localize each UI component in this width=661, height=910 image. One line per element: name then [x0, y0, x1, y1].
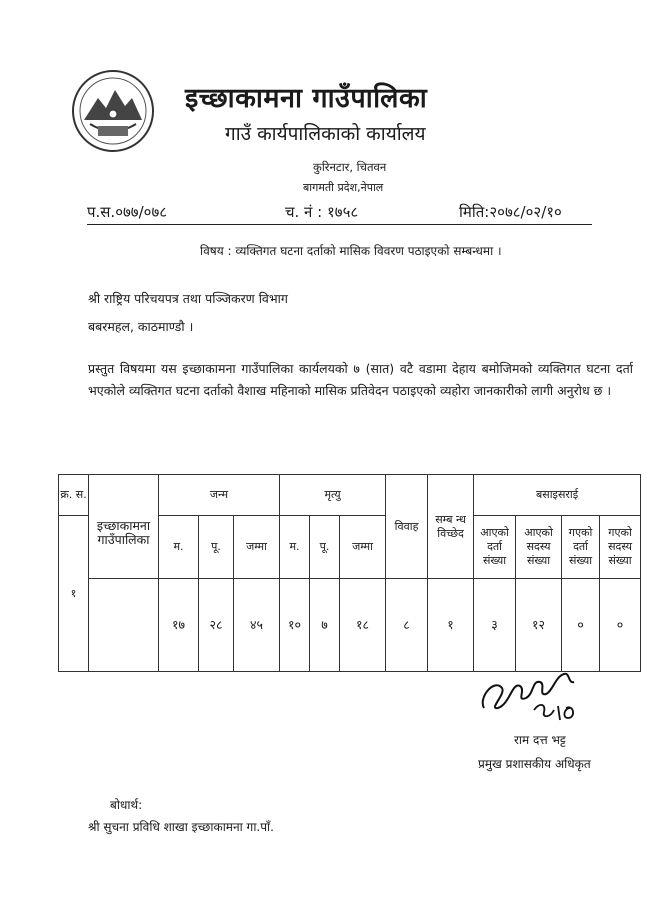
death-header: मृत्यु: [280, 475, 386, 516]
mig-in-members-value: १२: [516, 579, 562, 672]
row-sn: १: [59, 516, 89, 672]
birth-male-value: २८: [199, 579, 234, 672]
birth-header: जन्म: [159, 475, 280, 516]
death-total-header: जम्मा: [340, 516, 386, 579]
sn-header: क्र. स.: [59, 475, 89, 516]
address-line-1: कुरिनटार, चितवन: [313, 160, 387, 174]
cc-recipient: श्री सुचना प्रविधि शाखा इच्छाकामना गा.पाँ.: [88, 820, 274, 834]
recipient-name: श्री राष्ट्रिय परिचयपत्र तथा पञ्जिकरण विभाग: [88, 291, 288, 306]
signatory-name: राम दत्त भट्ट: [514, 733, 566, 747]
municipality-title: इच्छाकामना गाउँपालिका: [185, 83, 428, 114]
marriage-header: विवाह: [386, 475, 428, 579]
office-subtitle: गाउँ कार्यपालिकाको कार्यालय: [225, 123, 426, 145]
recipient-address: बबरमहल, काठमाण्डौ ।: [88, 319, 194, 334]
death-female-header: म.: [280, 516, 310, 579]
mig-out-reg-value: ०: [562, 579, 600, 672]
mig-in-reg-header: आएको दर्ता संख्या: [474, 516, 516, 579]
migration-header: बसाइसराई: [474, 475, 641, 516]
body-paragraph: प्रस्तुत विषयमा यस इच्छाकामना गाउँपालिका कार्यलयको ७ (सात) वटै वडामा देहाय बमोजिमको व्यक्तिगत घटना दर्ता भएकोले व्यक्तिगत घटना दर्ताको वैशाख महिनाको मासिक प्रतिवेदन पठाइएको व्यहोरा जानकारीको लागी अनुरोध छ ।: [88, 361, 633, 398]
birth-total-value: ४५: [234, 579, 280, 672]
signatory-title: प्रमुख प्रशासकीय अधिकृत: [478, 757, 591, 771]
handwritten-signature: [476, 658, 586, 724]
birth-male-header: पू.: [199, 516, 234, 579]
divorce-header: सम्ब न्ध विच्छेद: [428, 475, 474, 579]
divorce-value: १: [428, 579, 474, 672]
birth-total-header: जम्मा: [234, 516, 280, 579]
death-female-value: १०: [280, 579, 310, 672]
government-emblem-icon: [70, 68, 156, 154]
letter-date: मिति:२०७८/०२/१०: [459, 203, 562, 221]
municipality-name-text: इच्छाकामना गाउँपालिका: [96, 518, 151, 547]
chalani-number: च. नं : १७५८: [285, 203, 359, 221]
address-line-2: बागमती प्रदेश,नेपाल: [303, 181, 384, 194]
death-total-value: १८: [340, 579, 386, 672]
event-registration-table: [58, 474, 641, 672]
birth-female-value: १७: [159, 579, 199, 672]
mig-out-members-header: गएको सदस्य संख्या: [600, 516, 641, 579]
row-municipality-name: [89, 518, 159, 672]
mig-in-members-header: आएको सदस्य संख्या: [516, 516, 562, 579]
death-male-header: पू.: [310, 516, 340, 579]
cc-label: बोधार्थ:: [110, 798, 143, 812]
birth-female-header: म.: [159, 516, 199, 579]
mig-out-reg-header: गएको दर्ता संख्या: [562, 516, 600, 579]
death-male-value: ७: [310, 579, 340, 672]
reference-line: [87, 202, 592, 225]
mig-out-members-value: ०: [600, 579, 641, 672]
marriage-value: ८: [386, 579, 428, 672]
mig-in-reg-value: ३: [474, 579, 516, 672]
patra-sankhya: प.स.०७७/०७८: [87, 203, 168, 221]
subject-line: विषय : व्यक्तिगत घटना दर्ताको मासिक विवरण पठाइएको सम्बन्धमा ।: [200, 244, 502, 258]
